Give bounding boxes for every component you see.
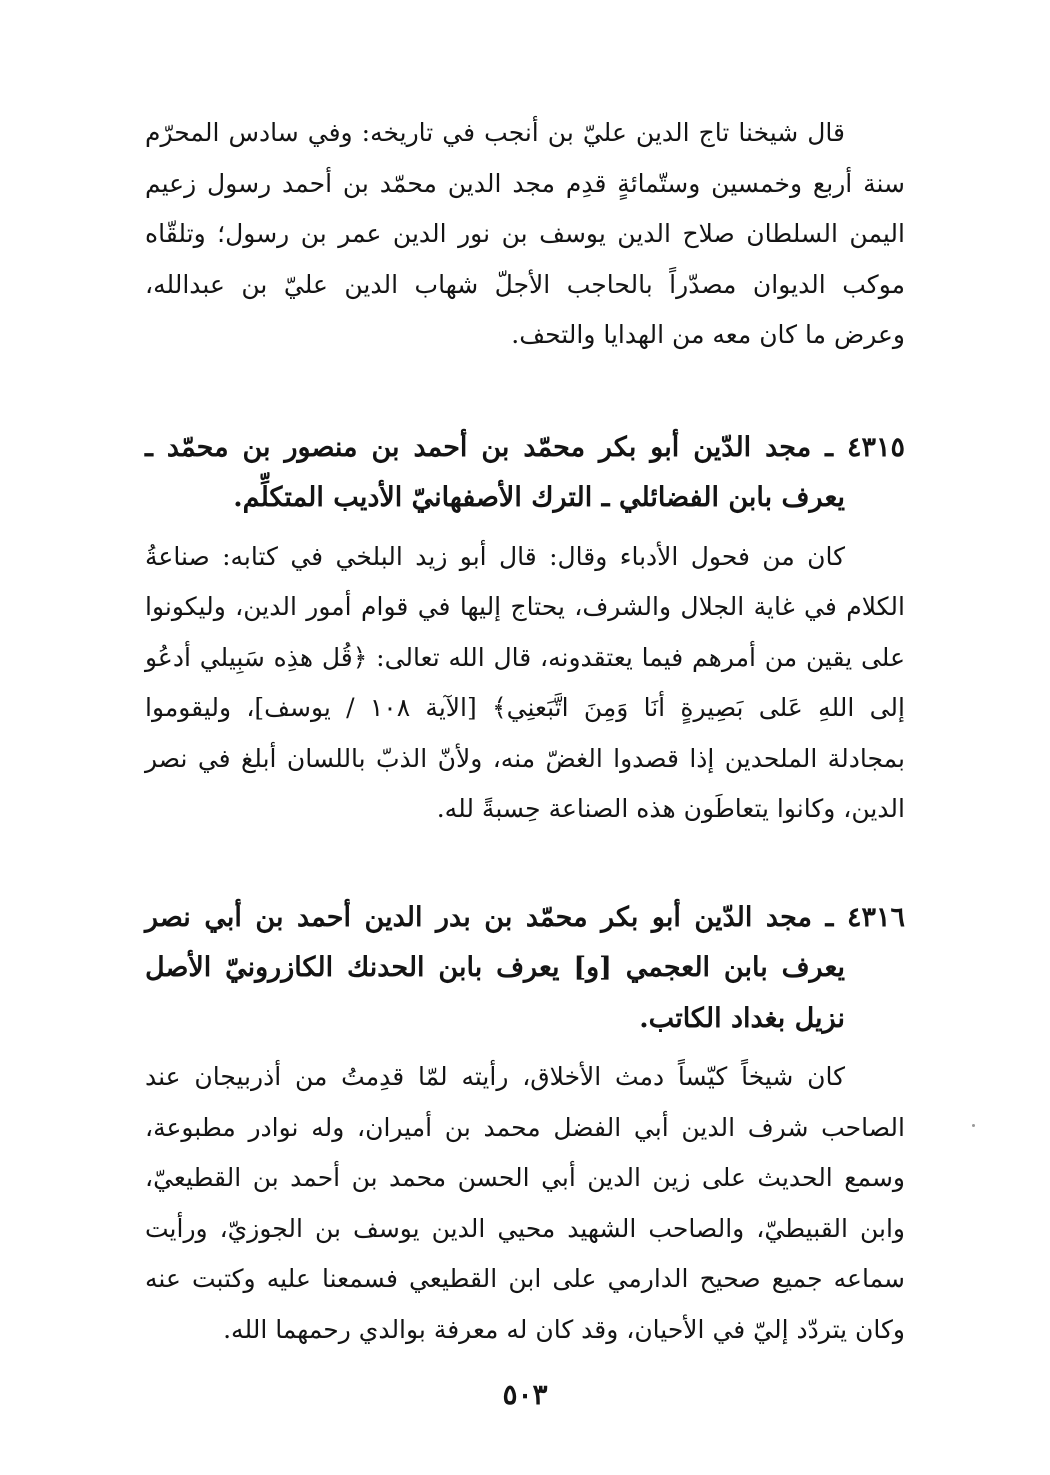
entry-text-4315: كان من فحول الأدباء وقال: قال أبو زيد البلخي في كتابه: صناعةُ الكلام في غاية الجلال والشرف، يحتاج إليها في قوام أمور الدين، وليكونوا على يقين من أمرهم فيما يعتقدونه، قال الله تعالى: ﴿قُل هذِه سَبِيلي أدعُو إلى اللهِ عَلى بَصِيرةٍ أنَا وَمِنَ اتَّبَعنِي﴾ [الآية ١٠٨ / يوسف]، وليقوموا بمجادلة الملحدين إذا قصدوا الغضّ منه، ولأنّ الذبّ باللسان أبلغ في نصر الدين، وكانوا يتعاطَون هذه الصناعة حِسبةً لله. (145, 541, 905, 823)
entry-text-4316: كان شيخاً كيّساً دمث الأخلاق، رأيته لمّا قدِمتُ من أذربيجان عند الصاحب شرف الدين أبي الفضل محمد بن أميران، وله نوادر مطبوعة، وسمع الحديث على زين الدين أبي الحسن محمد بن أحمد بن القطيعيّ، وابن القبيطيّ، والصاحب الشهيد محيي الدين يوسف بن الجوزيّ، ورأيت سماعه جميع صحيح الدارمي على ابن القطيعي فسمعنا عليه وكتبت عنه وكان يتردّد إليّ في الأحيان، وقد كان له معرفة بوالدي رحمهما الله. (145, 1062, 905, 1344)
section-gap (145, 361, 905, 423)
entry-heading-4316: ٤٣١٦ ـ مجد الدّين أبو بكر محمّد بن بدر الدين أحمد بن أبي نصر يعرف بابن العجمي [و] يعرف بابن الحدنك الكازرونيّ الأصل نزيل بغداد الكاتب. (145, 901, 905, 1034)
intro-paragraph: قال شيخنا تاج الدين عليّ بن أنجب في تاريخه: وفي سادس المحرّم سنة أربع وخمسين وستّمائةٍ قدِم مجد الدين محمّد بن أحمد رسول زعيم اليمن السلطان صلاح الدين يوسف بن نور الدين عمر بن رسول؛ وتلقّاه موكب الديوان مصدّراً بالحاجب الأجلّ شهاب الدين عليّ بن عبدالله، وعرض ما كان معه من الهدايا والتحف. (145, 118, 905, 349)
page-body (145, 108, 905, 1355)
entry-heading-4315: ٤٣١٥ ـ مجد الدّين أبو بكر محمّد بن أحمد بن منصور بن محمّد ـ يعرف بابن الفضائلي ـ الترك الأصفهانيّ الأديب المتكلِّم. (145, 431, 905, 513)
section-gap (145, 835, 905, 893)
margin-speck (972, 1124, 975, 1127)
page-number: ٥٠٣ (502, 1378, 548, 1411)
